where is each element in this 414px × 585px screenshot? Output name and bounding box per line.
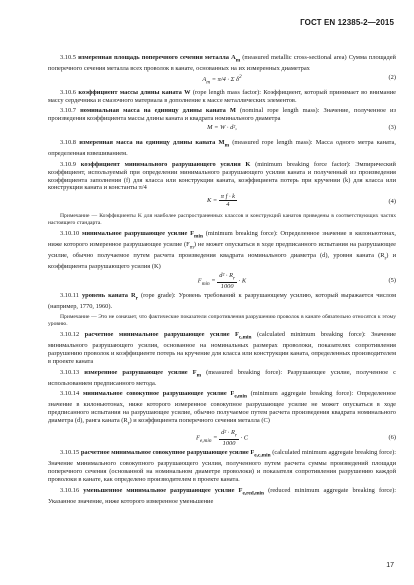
para-3-10-6: 3.10.6 коэффициент массы длины каната W (rope length mass factor): Коэффициент, который принимает во внимание массу сердечника и смазочного материала в дополнение к массе металлических элементов.: [48, 88, 396, 104]
para-3-10-16: 3.10.16 уменьшенное минимальное разрушающее усилие $F_{e,red,min}$ (reduced minimum aggregate breaking force): Указанное значение, ниже которого измеренное уменьшение: [48, 486, 396, 505]
equation-4: K = $\frac{\text{π f · k}}{4}$ (4): [206, 193, 396, 209]
equation-2: $A_m = \pi/4 \cdot \Sigma$ $\delta^2$ (2): [202, 73, 396, 86]
equation-6: $F_{e,min}$ = $\frac{d^2 \cdot R_r}{1000}$ · C (6): [195, 429, 396, 448]
para-3-10-10: 3.10.10 минимальное разрушающее усилие $F_{min}$ (minimum breaking force): Определенное значение в килоньютонах, ниже которого измеренное разрушающее усилие $(F_m)$ не может опускаться в ходе предписанного испытания на разрушающее усилие, обычно получаемое путем расчета произведения квадрата номинального диаметра (d), уровня каната $(R_r)$ и коэффициента разрушающего усилия (K): [48, 230, 396, 271]
para-3-10-13: 3.10.13 измеренное разрушающее усилие $F_m$ (measured breaking force): Разрушающее усилие, полученное с использованием предписанного метода.: [48, 368, 396, 387]
para-3-10-9: 3.10.9 коэффициент минимального разрушающего усилия K (minimum breaking force factor): Эмпирический коэффициент, используемый при определении минимального разрушающего усилия каната и полученный из произведения коэффициента заполнения (f) для класса или конструкции каната, коэффициента потерь при кручении (k) для класса или конструкции каната и константы π/4: [48, 160, 396, 192]
note-1: Примечание — Коэффициенты K для наиболее распространенных классов и конструкций канатов приведены в соответствующих частях настоящего стандарта.: [48, 213, 396, 227]
para-3-10-12: 3.10.12 расчетное минимальное разрушающее усилие $F_{c,min}$ (calculated minimum breaking force): Значение минимального разрушающего усилия, основанное на номинальных размерах проволоки, показателях сопротивления разрушению проволок и коэффициенте потерь на кручение для класса или конструкции каната, определенных производителем в проекте каната: [48, 331, 396, 365]
para-3-10-8: 3.10.8 измеренная масса на единицу длины каната $M_m$ (measured rope length mass): Масса одного метра каната, определенная взвешиванием.: [48, 139, 396, 158]
para-3-10-5: 3.10.5 измеренная площадь поперечного сечения металла $A_m$ (measured metallic cross-sectional area) Сумма площадей поперечного сечения металла всех проволок в канате, основанных на их измеренных диаметрах: [48, 54, 396, 73]
para-3-10-15: 3.10.15 расчетное минимальное совокупное разрушающее усилие $F_{e,c,min}$ (calculated minimum aggregate breaking force): Значение минимального совокупного разрушающего усилия, полученного путем расчета суммы произведений площади поперечного сечения (основанной на номинальном диаметре проволоки) и показателя сопротивления разрушению каждой проволоки в канате, как определено производителем в проекте каната.: [48, 449, 396, 483]
note-2: Примечание — Это не означает, что фактические показатели сопротивления разрушению проволок в канате обязательно относятся к этому уровню.: [48, 314, 396, 328]
equation-5: $F_{min}$ = $\frac{d^2 \cdot R_r}{1000}$ · K (5): [197, 272, 396, 291]
para-3-10-11: 3.10.11 уровень каната $R_r$ (rope grade): Уровень требований к разрушающему усилию, который выражается числом (например, 1770, 1960).: [48, 292, 396, 311]
equation-3: M = W · d², (3): [207, 124, 396, 132]
document-body: [48, 54, 396, 505]
page-number: 17: [386, 562, 394, 569]
para-3-10-7: 3.10.7 номинальная масса на единицу длины каната M (nominal rope length mass): Значение, полученное из произведения коэффициента массы длины каната и квадрата номинального диаметра: [48, 107, 396, 123]
para-3-10-14: 3.10.14 минимальное совокупное разрушающее усилие $F_{e,min}$ (minimum aggregate breaking force): Определенное значение в килоньютонах, ниже которого измеренное совокупное разрушающее усилие не может опускаться в ходе предписанного испытания на разрушающее усилие, обычно получаемое путем расчета произведения квадрата номинального диаметра (d), ранга каната $(R_r)$ и коэффициента поперечного сечения металла (C): [48, 390, 396, 427]
standard-code: ГОСТ EN 12385-2—2015: [300, 18, 394, 27]
